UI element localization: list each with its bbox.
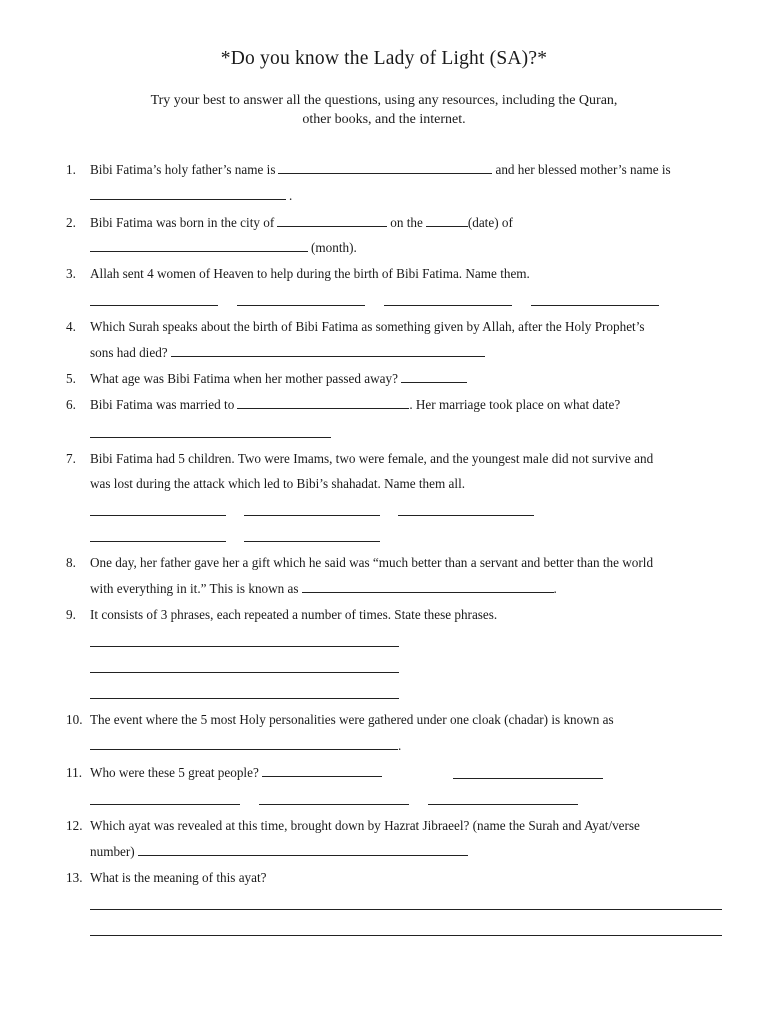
instructions-line-2: other books, and the internet. xyxy=(302,112,466,127)
question-1-end: . xyxy=(289,188,293,203)
question-4-line-1: Which Surah speaks about the birth of Bibi Fatima as something given by Allah, after the Holy Prophet’s xyxy=(90,319,645,334)
question-7-line-1: Bibi Fatima had 5 children. Two were Imams, two were female, and the youngest male did not survive and xyxy=(90,451,654,466)
question-11-text: Who were these 5 great people? xyxy=(90,765,259,780)
answer-blank[interactable] xyxy=(90,188,286,200)
question-number: 6. xyxy=(66,397,76,412)
answer-blank[interactable] xyxy=(277,215,387,227)
question-5-text: What age was Bibi Fatima when her mother passed away? xyxy=(90,371,398,386)
answer-blank[interactable] xyxy=(426,215,468,227)
question-1-line-2 xyxy=(90,188,292,204)
question-9-text: It consists of 3 phrases, each repeated a number of times. State these phrases. xyxy=(90,607,498,622)
question-6-text: Bibi Fatima was married to xyxy=(90,397,235,412)
question-12-line-2 xyxy=(90,844,471,860)
answer-line[interactable] xyxy=(453,778,603,779)
question-number: 5. xyxy=(66,371,76,386)
answer-line[interactable] xyxy=(531,305,659,306)
answer-line[interactable] xyxy=(90,698,399,699)
answer-blank[interactable] xyxy=(237,397,409,409)
answer-line[interactable] xyxy=(90,909,722,910)
question-number: 8. xyxy=(66,555,76,570)
answer-line[interactable] xyxy=(398,515,534,516)
answer-blank[interactable] xyxy=(171,345,485,357)
answer-blank[interactable] xyxy=(302,581,554,593)
question-1-line-1 xyxy=(90,162,671,178)
question-3-text: Allah sent 4 women of Heaven to help during the birth of Bibi Fatima. Name them. xyxy=(90,266,530,281)
answer-line[interactable] xyxy=(244,515,380,516)
question-11-line xyxy=(90,765,385,781)
question-number: 10. xyxy=(66,712,83,727)
answer-line[interactable] xyxy=(428,804,578,805)
question-2-text-cont: on the xyxy=(390,215,423,230)
answer-line[interactable] xyxy=(90,646,399,647)
answer-line[interactable] xyxy=(237,305,365,306)
answer-line[interactable] xyxy=(90,672,399,673)
answer-line[interactable] xyxy=(90,305,218,306)
answer-blank[interactable] xyxy=(138,844,468,856)
question-10-end: . xyxy=(398,738,402,753)
answer-line[interactable] xyxy=(90,935,722,936)
answer-line[interactable] xyxy=(90,437,331,438)
instructions-line-1: Try your best to answer all the questions, using any resources, including the Quran, xyxy=(150,93,618,108)
answer-blank[interactable] xyxy=(90,738,398,750)
question-6-line-1 xyxy=(90,397,620,413)
worksheet-title: *Do you know the Lady of Light (SA)?* xyxy=(220,48,548,69)
question-number: 13. xyxy=(66,870,83,885)
question-2-date-label: (date) of xyxy=(467,215,513,230)
question-number: 7. xyxy=(66,451,76,466)
answer-line[interactable] xyxy=(244,541,380,542)
question-number: 3. xyxy=(66,266,76,281)
question-number: 1. xyxy=(66,162,76,177)
question-number: 12. xyxy=(66,818,83,833)
question-7-line-2: was lost during the attack which led to Bibi’s shahadat. Name them all. xyxy=(90,476,466,491)
question-6-text-cont: . Her marriage took place on what date? xyxy=(409,397,621,412)
question-number: 2. xyxy=(66,215,76,230)
question-10-line-1: The event where the 5 most Holy personalities were gathered under one cloak (chadar) is known as xyxy=(90,712,614,727)
question-8-line-2 xyxy=(90,581,557,597)
question-10-line-2 xyxy=(90,738,401,754)
answer-blank[interactable] xyxy=(262,765,382,777)
question-4-line-2 xyxy=(90,345,488,361)
answer-blank[interactable] xyxy=(278,162,492,174)
question-5-line xyxy=(90,371,470,387)
question-13-text: What is the meaning of this ayat? xyxy=(90,870,267,885)
question-2-text: Bibi Fatima was born in the city of xyxy=(90,215,275,230)
question-number: 11. xyxy=(66,765,82,780)
question-number: 9. xyxy=(66,607,76,622)
answer-blank[interactable] xyxy=(401,371,467,383)
answer-line[interactable] xyxy=(90,515,226,516)
question-1-text: Bibi Fatima’s holy father’s name is xyxy=(90,162,276,177)
question-8-line-1: One day, her father gave her a gift which he said was “much better than a servant and better than the world xyxy=(90,555,654,570)
question-12-line-1: Which ayat was revealed at this time, brought down by Hazrat Jibraeel? (name the Surah and Ayat/verse xyxy=(90,818,640,833)
question-2-line-1 xyxy=(90,215,513,231)
question-8-text-cont: with everything in it.” This is known as xyxy=(90,581,299,596)
question-8-end: . xyxy=(553,581,557,596)
answer-line[interactable] xyxy=(384,305,512,306)
question-4-text-cont: sons had died? xyxy=(90,345,168,360)
question-2-month-label: (month). xyxy=(311,240,357,255)
answer-blank[interactable] xyxy=(90,240,308,252)
answer-line[interactable] xyxy=(90,804,240,805)
answer-line[interactable] xyxy=(90,541,226,542)
question-2-line-2 xyxy=(90,240,357,256)
question-1-text-cont: and her blessed mother’s name is xyxy=(495,162,671,177)
question-12-text-cont: number) xyxy=(90,844,135,859)
question-number: 4. xyxy=(66,319,76,334)
answer-line[interactable] xyxy=(259,804,409,805)
